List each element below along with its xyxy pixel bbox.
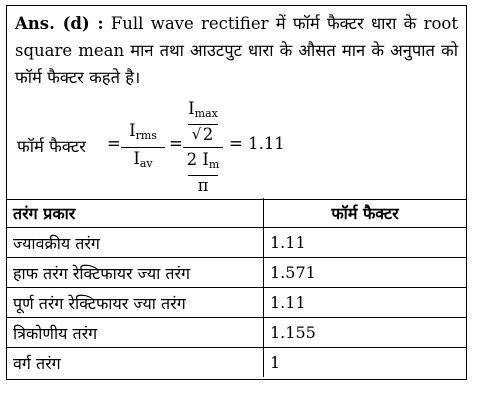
wave-cell: वर्ग तरंग — [7, 348, 264, 378]
imax-symbol: I — [188, 99, 195, 118]
denominator-symbol: I — [133, 149, 140, 168]
rms-over-av-fraction — [121, 122, 165, 173]
im-subscript: m — [208, 158, 220, 171]
form-factor-formula — [17, 100, 317, 196]
radicand: 2 — [202, 125, 214, 144]
wave-cell: हाफ तरंग रेक्टिफायर ज्या तरंग — [7, 258, 264, 288]
answer-box — [6, 5, 467, 380]
factor-cell: 1.11 — [264, 228, 467, 258]
header-form-factor: फॉर्म फैक्टर — [264, 198, 467, 228]
numerator-symbol: I — [129, 121, 136, 140]
denominator-subscript: av — [139, 157, 153, 170]
table-row — [7, 258, 466, 288]
wave-cell: ज्यावक्रीय तरंग — [7, 228, 264, 258]
factor-cell: 1 — [264, 348, 467, 378]
table-row — [7, 348, 466, 378]
formula-label: फॉर्म फैक्टर — [17, 137, 86, 156]
main-fraction-bar — [183, 147, 223, 148]
factor-cell: 1.155 — [264, 318, 467, 348]
table-row — [7, 318, 466, 348]
header-wave-type: तरंग प्रकार — [7, 198, 264, 228]
factor-cell: 1.571 — [264, 258, 467, 288]
sqrt-two — [192, 126, 215, 144]
table-header-row — [7, 198, 466, 228]
sqrt-term — [183, 126, 223, 144]
formula-equals-sign-2: = — [169, 134, 183, 153]
wave-cell: त्रिकोणीय तरंग — [7, 318, 264, 348]
imax-term — [183, 100, 223, 123]
wave-cell: पूर्ण तरंग रेक्टिफायर ज्या तरंग — [7, 288, 264, 318]
formula-result: = 1.11 — [229, 134, 285, 153]
fraction-numerator — [121, 122, 165, 145]
fraction-bar — [121, 147, 165, 148]
answer-paragraph — [15, 10, 458, 91]
answer-label: Ans. (d) : — [15, 14, 104, 33]
radical-sign: √ — [191, 125, 202, 143]
two-im-term — [183, 151, 223, 174]
two-im-symbol: 2 I — [186, 150, 209, 169]
answer-section — [7, 6, 466, 200]
imax-subscript: max — [194, 107, 218, 120]
table-row — [7, 228, 466, 258]
answer-text: Full wave rectifier में फॉर्म फैक्टर धारा के root square mean मान तथा आउटपुट धारा के औसत मान के अनुपात को फॉर्म फैक्टर कहते है। — [15, 14, 458, 87]
compound-fraction — [183, 100, 223, 195]
formula-equals-sign: = — [107, 134, 121, 153]
numerator-subscript: rms — [135, 129, 157, 142]
table-row — [7, 288, 466, 318]
form-factor-table — [7, 198, 466, 377]
pi-term: π — [197, 176, 209, 195]
factor-cell: 1.11 — [264, 288, 467, 318]
fraction-denominator — [121, 150, 165, 173]
